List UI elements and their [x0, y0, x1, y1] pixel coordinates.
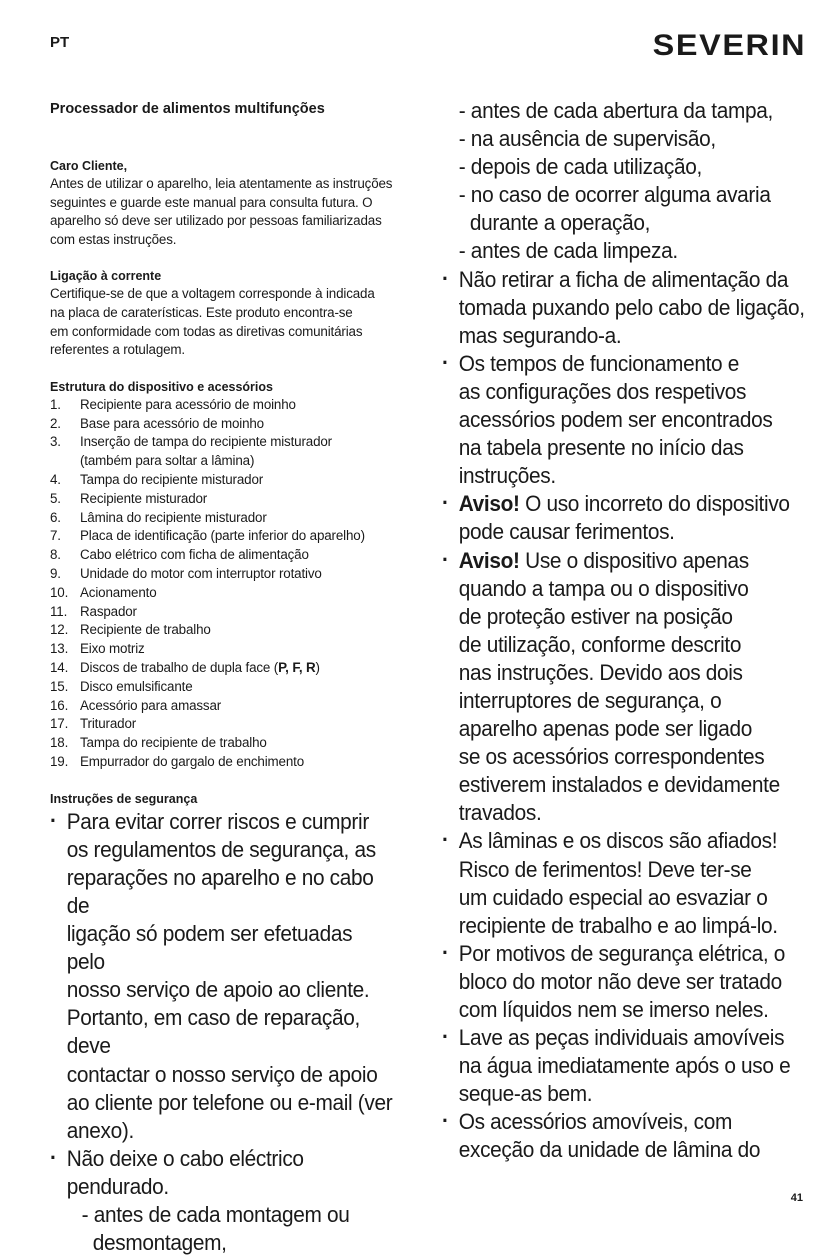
greeting-heading: Caro Cliente,: [50, 159, 128, 173]
greeting-section: [50, 157, 420, 249]
list-item: 6. Lâmina do recipiente misturador: [50, 509, 267, 525]
page-number: 41: [790, 1192, 803, 1204]
left-column: [50, 100, 420, 1257]
parts-list: [50, 396, 420, 772]
list-item: 4. Tampa do recipiente misturador: [50, 471, 264, 487]
dash-item: - antes de cada limpeza.: [458, 238, 678, 264]
list-item: 12. Recipiente de trabalho: [50, 622, 211, 638]
list-item: 14. Discos de trabalho de dupla face (P, F, R): [50, 659, 320, 675]
bullet-item: · Para evitar correr riscos e cumprir os regulamentos de segurança, as reparações no aparelho e no cabo de ligação só podem ser efetuadas pelo nosso serviço de apoio ao cliente. Portanto, em caso de reparação, deve contactar o nosso serviço de apoio ao cliente por telefone ou e-mail (ver anexo).: [50, 808, 394, 1145]
dash-item: - antes de cada montagem ou desmontagem,: [81, 1202, 350, 1256]
dash-item: - na ausência de supervisão,: [458, 126, 716, 152]
safety-text-right: [442, 97, 823, 1165]
warning-label: Aviso!: [458, 547, 520, 573]
list-item: 5. Recipiente misturador: [50, 490, 208, 506]
list-item: 13. Eixo motriz: [50, 641, 145, 657]
text-line: Certifique-se de que a voltagem corresponde à indicada: [50, 286, 375, 302]
list-item: 1. Recipiente para acessório de moinho: [50, 396, 296, 412]
dash-item: - antes de cada abertura da tampa,: [458, 98, 773, 123]
list-item: 3. Inserção de tampa do recipiente misturador: [50, 434, 332, 450]
bullet-item: · Os tempos de funcionamento e as configurações dos respetivos acessórios podem ser encontrados na tabela presente no início das instruções.: [442, 350, 823, 490]
list-item: 8. Cabo elétrico com ficha de alimentação: [50, 547, 309, 563]
list-item: 7. Placa de identificação (parte inferior do aparelho): [50, 528, 365, 544]
list-item: 2. Base para acessório de moinho: [50, 415, 264, 431]
list-item: 11. Raspador: [50, 603, 137, 619]
bullet-item: · Por motivos de segurança elétrica, o bloco do motor não deve ser tratado com líquidos nem se imerso neles.: [442, 940, 823, 1024]
list-item: 9. Unidade do motor com interruptor rotativo: [50, 565, 322, 581]
bullet-continuation: [442, 97, 823, 266]
list-item: 16. Acessório para amassar: [50, 697, 222, 713]
bullet-item-warning: · Aviso! O uso incorreto do dispositivo pode causar ferimentos.: [442, 490, 823, 546]
list-item: 19. Empurrador do gargalo de enchimento: [50, 753, 305, 769]
safety-heading: Instruções de segurança: [50, 791, 198, 806]
right-column: [442, 97, 832, 1165]
bullet-item: · Não deixe o cabo eléctrico pendurado. - antes de cada montagem ou desmontagem,: [50, 1145, 394, 1257]
text-line: na placa de caraterísticas. Este produto encontra-se: [50, 304, 353, 320]
text-line: em conformidade com todas as diretivas comunitárias: [50, 323, 363, 339]
structure-heading: Estrutura do dispositivo e acessórios: [50, 379, 273, 394]
connection-section: [50, 267, 420, 359]
connection-text: [50, 285, 420, 359]
warning-label: Aviso!: [458, 491, 520, 517]
brand-logo: SEVERIN: [652, 29, 806, 62]
text-line: Antes de utilizar o aparelho, leia atentamente as instruções: [50, 176, 393, 191]
list-item-continuation: (também para soltar a lâmina): [80, 453, 255, 469]
list-item: 15. Disco emulsificante: [50, 678, 193, 694]
greeting-text: [50, 175, 420, 249]
bullet-item: · Os acessórios amovíveis, com exceção da unidade de lâmina do: [442, 1108, 823, 1164]
text-line: referentes a rotulagem.: [50, 342, 185, 358]
safety-section: [50, 790, 420, 1257]
bullet-item: · Não retirar a ficha de alimentação da tomada puxando pelo cabo de ligação, mas segurando-a.: [442, 266, 823, 350]
text-line: seguintes e guarde este manual para consulta futura. O: [50, 194, 373, 210]
text-line: com estas instruções.: [50, 231, 177, 247]
document-title: Processador de alimentos multifunções: [50, 101, 325, 117]
connection-heading: Ligação à corrente: [50, 269, 162, 284]
bullet-item: · Lave as peças individuais amovíveis na água imediatamente após o uso e seque-as bem.: [442, 1024, 823, 1108]
bullet-item: · As lâminas e os discos são afiados! Risco de ferimentos! Deve ter-se um cuidado especial ao esvaziar o recipiente de trabalho e ao limpá-lo.: [442, 827, 823, 939]
structure-section: [50, 378, 420, 772]
safety-text-left: [50, 808, 394, 1257]
dash-item: - no caso de ocorrer alguma avaria durante a operação,: [458, 182, 771, 236]
bullet-item-warning: · Aviso! Use o dispositivo apenas quando a tampa ou o dispositivo de proteção estiver na posição de utilização, conforme descrito nas instruções. Devido aos dois interruptores de segurança, o aparelho apenas pode ser ligado se os acessórios correspondentes estiverem instalados e devidamente travados.: [442, 547, 823, 828]
list-item: 10. Acionamento: [50, 584, 157, 600]
list-item: 17. Triturador: [50, 716, 137, 732]
dash-item: - depois de cada utilização,: [458, 154, 702, 180]
text-line: aparelho só deve ser utilizado por pessoas familiarizadas: [50, 213, 382, 229]
language-code: PT: [50, 34, 70, 51]
list-item: 18. Tampa do recipiente de trabalho: [50, 735, 267, 751]
